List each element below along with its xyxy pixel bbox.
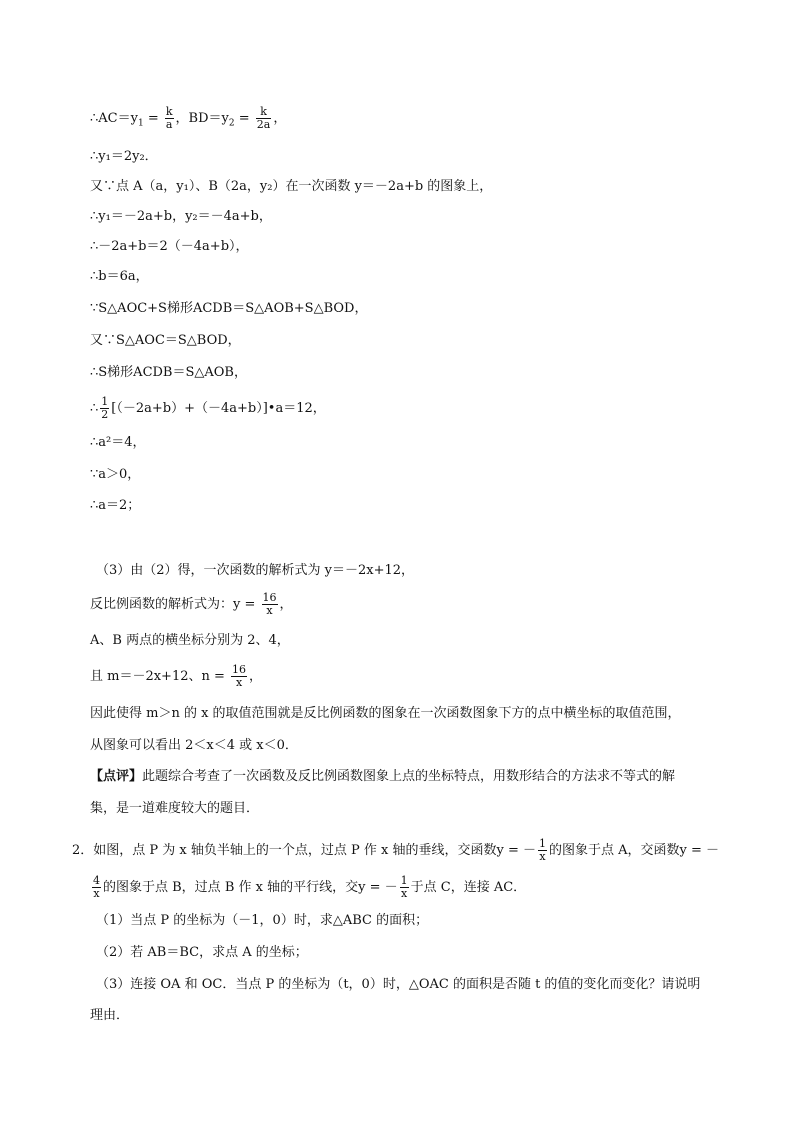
fraction-1-over-x: $\frac{1}{x}$: [400, 874, 408, 900]
solution-line: ∴a＝2；: [90, 498, 141, 513]
fraction-4-over-x: $\frac{4}{x}$: [93, 874, 100, 900]
solution-line-inverse-function: 反比例函数的解析式为：y = $\frac{16}{x}$ ，: [90, 591, 293, 617]
fraction-k-over-2a: $\frac{k}{2a}$: [256, 105, 271, 131]
comment-line: 【点评】此题综合考查了一次函数及反比例函数图象上点的坐标特点，用数形结合的方法求不等式的解: [90, 769, 676, 784]
problem2-statement-line1: 2．如图，点 P 为 x 轴负半轴上的一个点，过点 P 作 x 轴的垂线，交函数y = － $\frac{1}{x}$ 的图象于点 A，交函数y = －: [72, 837, 720, 863]
question-3-line2: 理由．: [90, 1008, 130, 1023]
solution-line-ac-bd: $\therefore AC=y_1$ = $\frac{k}{a}$ ，$BD=y_2$ = $\frac{k}{2a}$ ，: [90, 105, 287, 131]
question-1: （1）当点 P 的坐标为（－1，0）时，求△ABC 的面积；: [96, 913, 429, 928]
solution-line: ∴S梯形ACDB＝S△AOB，: [90, 365, 247, 380]
fraction-16-over-x: $\frac{16}{x}$: [232, 663, 247, 689]
question-2: （2）若 AB＝BC，求点 A 的坐标；: [96, 945, 308, 960]
solution-line: （3）由（2）得，一次函数的解析式为 y＝－2x+12，: [96, 563, 415, 578]
solution-line: ∴y₁＝－2a+b，y₂＝－4a+b，: [90, 209, 272, 224]
fraction-k-over-a: $\frac{k}{a}$: [165, 105, 173, 131]
solution-line: ∵a＞0，: [90, 467, 141, 482]
problem2-statement-line2: $\frac{4}{x}$ 的图象于点 B，过点 B 作 x 轴的平行线，交y = － $\frac{1}{x}$ 于点 C，连接 AC．: [93, 874, 527, 900]
fraction-one-half: $\frac{1}{2}$: [101, 395, 109, 421]
solution-line: A、B 两点的横坐标分别为 2、4，: [90, 633, 290, 648]
solution-line: ∴－2a+b＝2（－4a+b），: [90, 239, 249, 254]
question-3-line1: （3）连接 OA 和 OC．当点 P 的坐标为（t，0）时，△OAC 的面积是否随 t 的值的变化而变化？请说明: [96, 977, 701, 992]
comment-line: 集，是一道难度较大的题目．: [90, 801, 260, 816]
comment-tag: 【点评】: [90, 769, 143, 784]
solution-line: ∴y₁＝2y₂．: [90, 149, 158, 164]
solution-line: 从图象可以看出 2＜x＜4 或 x＜0．: [90, 738, 298, 753]
solution-line: 又∵S△AOC＝S△BOD，: [90, 333, 241, 348]
solution-line-half-sum: ∴ $\frac{1}{2}$ [（－2a+b）+（－4a+b）]•a＝12，: [90, 395, 326, 421]
solution-line: ∴a²＝4，: [90, 435, 146, 450]
solution-line: ∴b＝6a，: [90, 269, 149, 284]
solution-line: 因此使得 m＞n 的 x 的取值范围就是反比例函数的图象在一次函数图象下方的点中横坐标的取值范围，: [90, 706, 681, 721]
solution-line-m-n: 且 m＝－2x+12、n = $\frac{16}{x}$ ，: [90, 663, 263, 689]
fraction-1-over-x: $\frac{1}{x}$: [539, 837, 547, 863]
solution-line: 又∵点 A（a，y₁）、B（2a，y₂）在一次函数 y＝－2a+b 的图象上，: [90, 179, 493, 194]
solution-line: ∵S△AOC+S梯形ACDB＝S△AOB+S△BOD，: [90, 301, 368, 316]
fraction-16-over-x: $\frac{16}{x}$: [262, 591, 277, 617]
